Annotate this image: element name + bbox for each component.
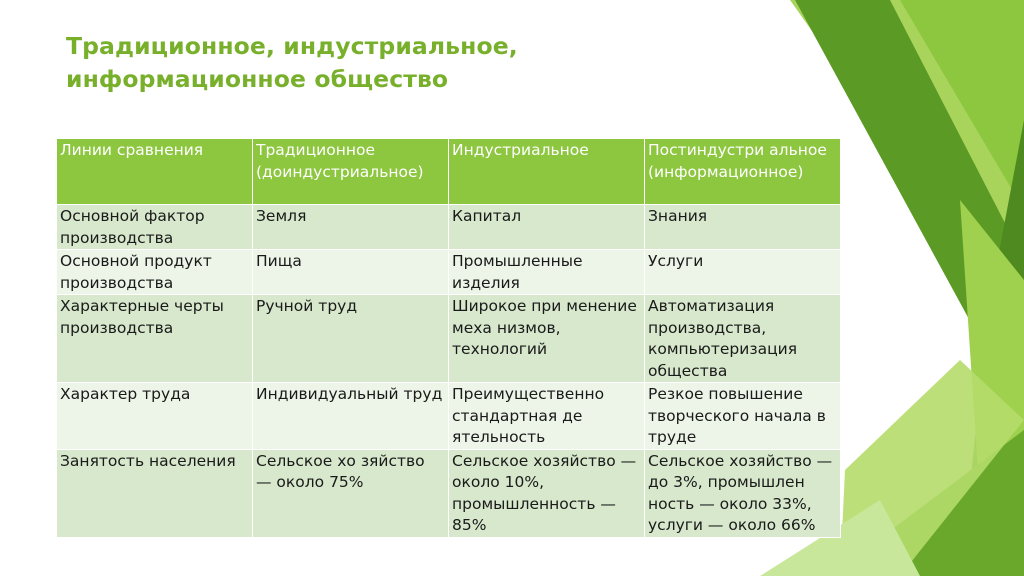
table-row: [57, 250, 841, 295]
postindustrial-cell: Знания: [645, 205, 841, 250]
industrial-cell: Широкое при менение меха низмов, технологий: [449, 295, 645, 383]
industrial-cell: Сельское хозяйство — около 10%, промышленность — 85%: [449, 449, 645, 537]
industrial-cell: Капитал: [449, 205, 645, 250]
industrial-cell: Преимущественно стандартная де ятельность: [449, 383, 645, 450]
slide-title-line-2: информационное общество: [66, 65, 449, 93]
comparison-table: [56, 138, 841, 538]
header-postindustrial: Постиндустри альное (информационное): [645, 139, 841, 205]
traditional-cell: Пища: [253, 250, 449, 295]
row-label-cell: Основной продукт производства: [57, 250, 253, 295]
row-label-cell: Занятость населения: [57, 449, 253, 537]
header-industrial: Индустриальное: [449, 139, 645, 205]
header-comparison-lines: Линии сравнения: [57, 139, 253, 205]
postindustrial-cell: Услуги: [645, 250, 841, 295]
table-header-row: [57, 139, 841, 205]
postindustrial-cell: Резкое повышение творческого начала в труде: [645, 383, 841, 450]
postindustrial-cell: Автоматизация производства, компьютеризация общества: [645, 295, 841, 383]
row-label-cell: Характерные черты производства: [57, 295, 253, 383]
table-row: [57, 205, 841, 250]
postindustrial-cell: Сельское хозяйство — до 3%, промышлен ность — около 33%, услуги — около 66%: [645, 449, 841, 537]
table-row: [57, 449, 841, 537]
industrial-cell: Промышленные изделия: [449, 250, 645, 295]
header-traditional: Традиционное (доиндустриальное): [253, 139, 449, 205]
traditional-cell: Индивидуальный труд: [253, 383, 449, 450]
row-label-cell: Характер труда: [57, 383, 253, 450]
traditional-cell: Земля: [253, 205, 449, 250]
row-label-cell: Основной фактор производства: [57, 205, 253, 250]
slide-title: [66, 30, 706, 96]
traditional-cell: Ручной труд: [253, 295, 449, 383]
table-row: [57, 383, 841, 450]
slide-title-line-1: Традиционное, индустриальное,: [66, 32, 518, 60]
traditional-cell: Сельское хо зяйство — около 75%: [253, 449, 449, 537]
table-row: [57, 295, 841, 383]
